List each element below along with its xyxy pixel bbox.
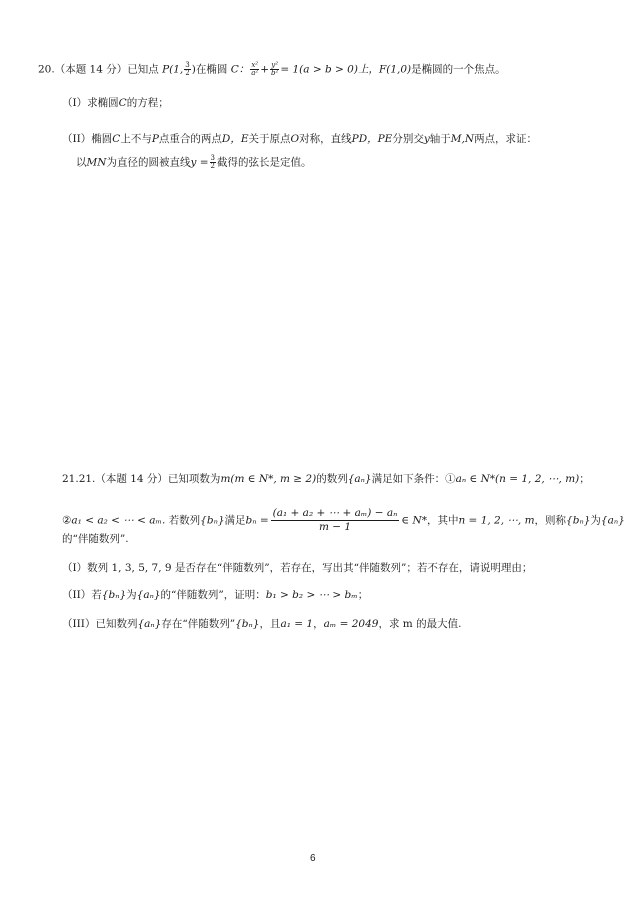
q20-part1: （I）求椭圆C的方程； xyxy=(62,97,169,109)
point-p: P(1, xyxy=(162,63,184,76)
q20-part2-line2: 以MN为直径的圆被直线y = $\frac{3}{2}$ 截得的弦长是定值。 xyxy=(76,154,312,170)
frac-3-2: $\frac{3}{2}$ xyxy=(185,61,190,77)
q21-part2: （II）若{bₙ}为{aₙ}的“伴随数列”，证明：b₁ > b₂ > ⋯ > bₘ； xyxy=(62,589,369,601)
page-number: 6 xyxy=(310,853,316,864)
q21-part3: （III）已知数列{aₙ}存在“伴随数列”{bₙ}，且a₁ = 1，aₘ = 2049，求 m 的最大值. xyxy=(62,618,462,630)
focus-tail: 是椭圆的一个焦点。 xyxy=(411,63,506,76)
frac-3-2-b: $\frac{3}{2}$ xyxy=(210,154,215,170)
frac-y2-b2: $\frac{\text{y²}}{\text{b²}}$ xyxy=(271,61,279,77)
focus-point: F(1,0) xyxy=(378,63,412,76)
q21-line1: 21.21.（本题 14 分）已知项数为m(m ∈ N*, m ≥ 2)的数列{aₙ}满足如下条件：①aₙ ∈ N*(n = 1, 2, ⋯, m)； xyxy=(62,473,590,485)
q20-part2-line1: （II）椭圆C上不与P点重合的两点D，E关于原点O对称，直线PD，PE分别交y轴于M,N两点，求证： xyxy=(62,133,538,145)
plus-sign: + xyxy=(260,63,270,76)
frac-x2-a2: $\frac{\text{x²}}{\text{a²}}$ xyxy=(251,61,259,77)
point-p-end: )在椭圆 xyxy=(191,63,228,76)
q20-header: 20.（本题 14 分）已知点 xyxy=(38,63,159,76)
q21-line3: 的“伴随数列”. xyxy=(62,533,129,545)
q21-line2: ②a₁ < a₂ < ⋯ < aₘ. 若数列{bₙ}满足bₙ = $\frac{\text{(a₁ + a₂ + ⋯ + aₘ) − aₙ}}{m - 1}$ ∈ N*，其中n = 1, 2, ⋯, m，则称{bₙ}为{aₙ} xyxy=(62,507,625,533)
ellipse-condition: = 1(a > b > 0)上， xyxy=(280,63,379,76)
q21-part1: （I）数列 1, 3, 5, 7, 9 是否存在“伴随数列”，若存在，写出其“伴随数列”；若不存在，请说明理由； xyxy=(62,562,533,574)
bn-fraction: $\frac{\text{(a₁ + a₂ + ⋯ + aₘ) − aₙ}}{m - 1}$ xyxy=(272,507,398,533)
q20-line1 xyxy=(38,62,506,77)
ellipse-c: C： xyxy=(230,63,250,76)
